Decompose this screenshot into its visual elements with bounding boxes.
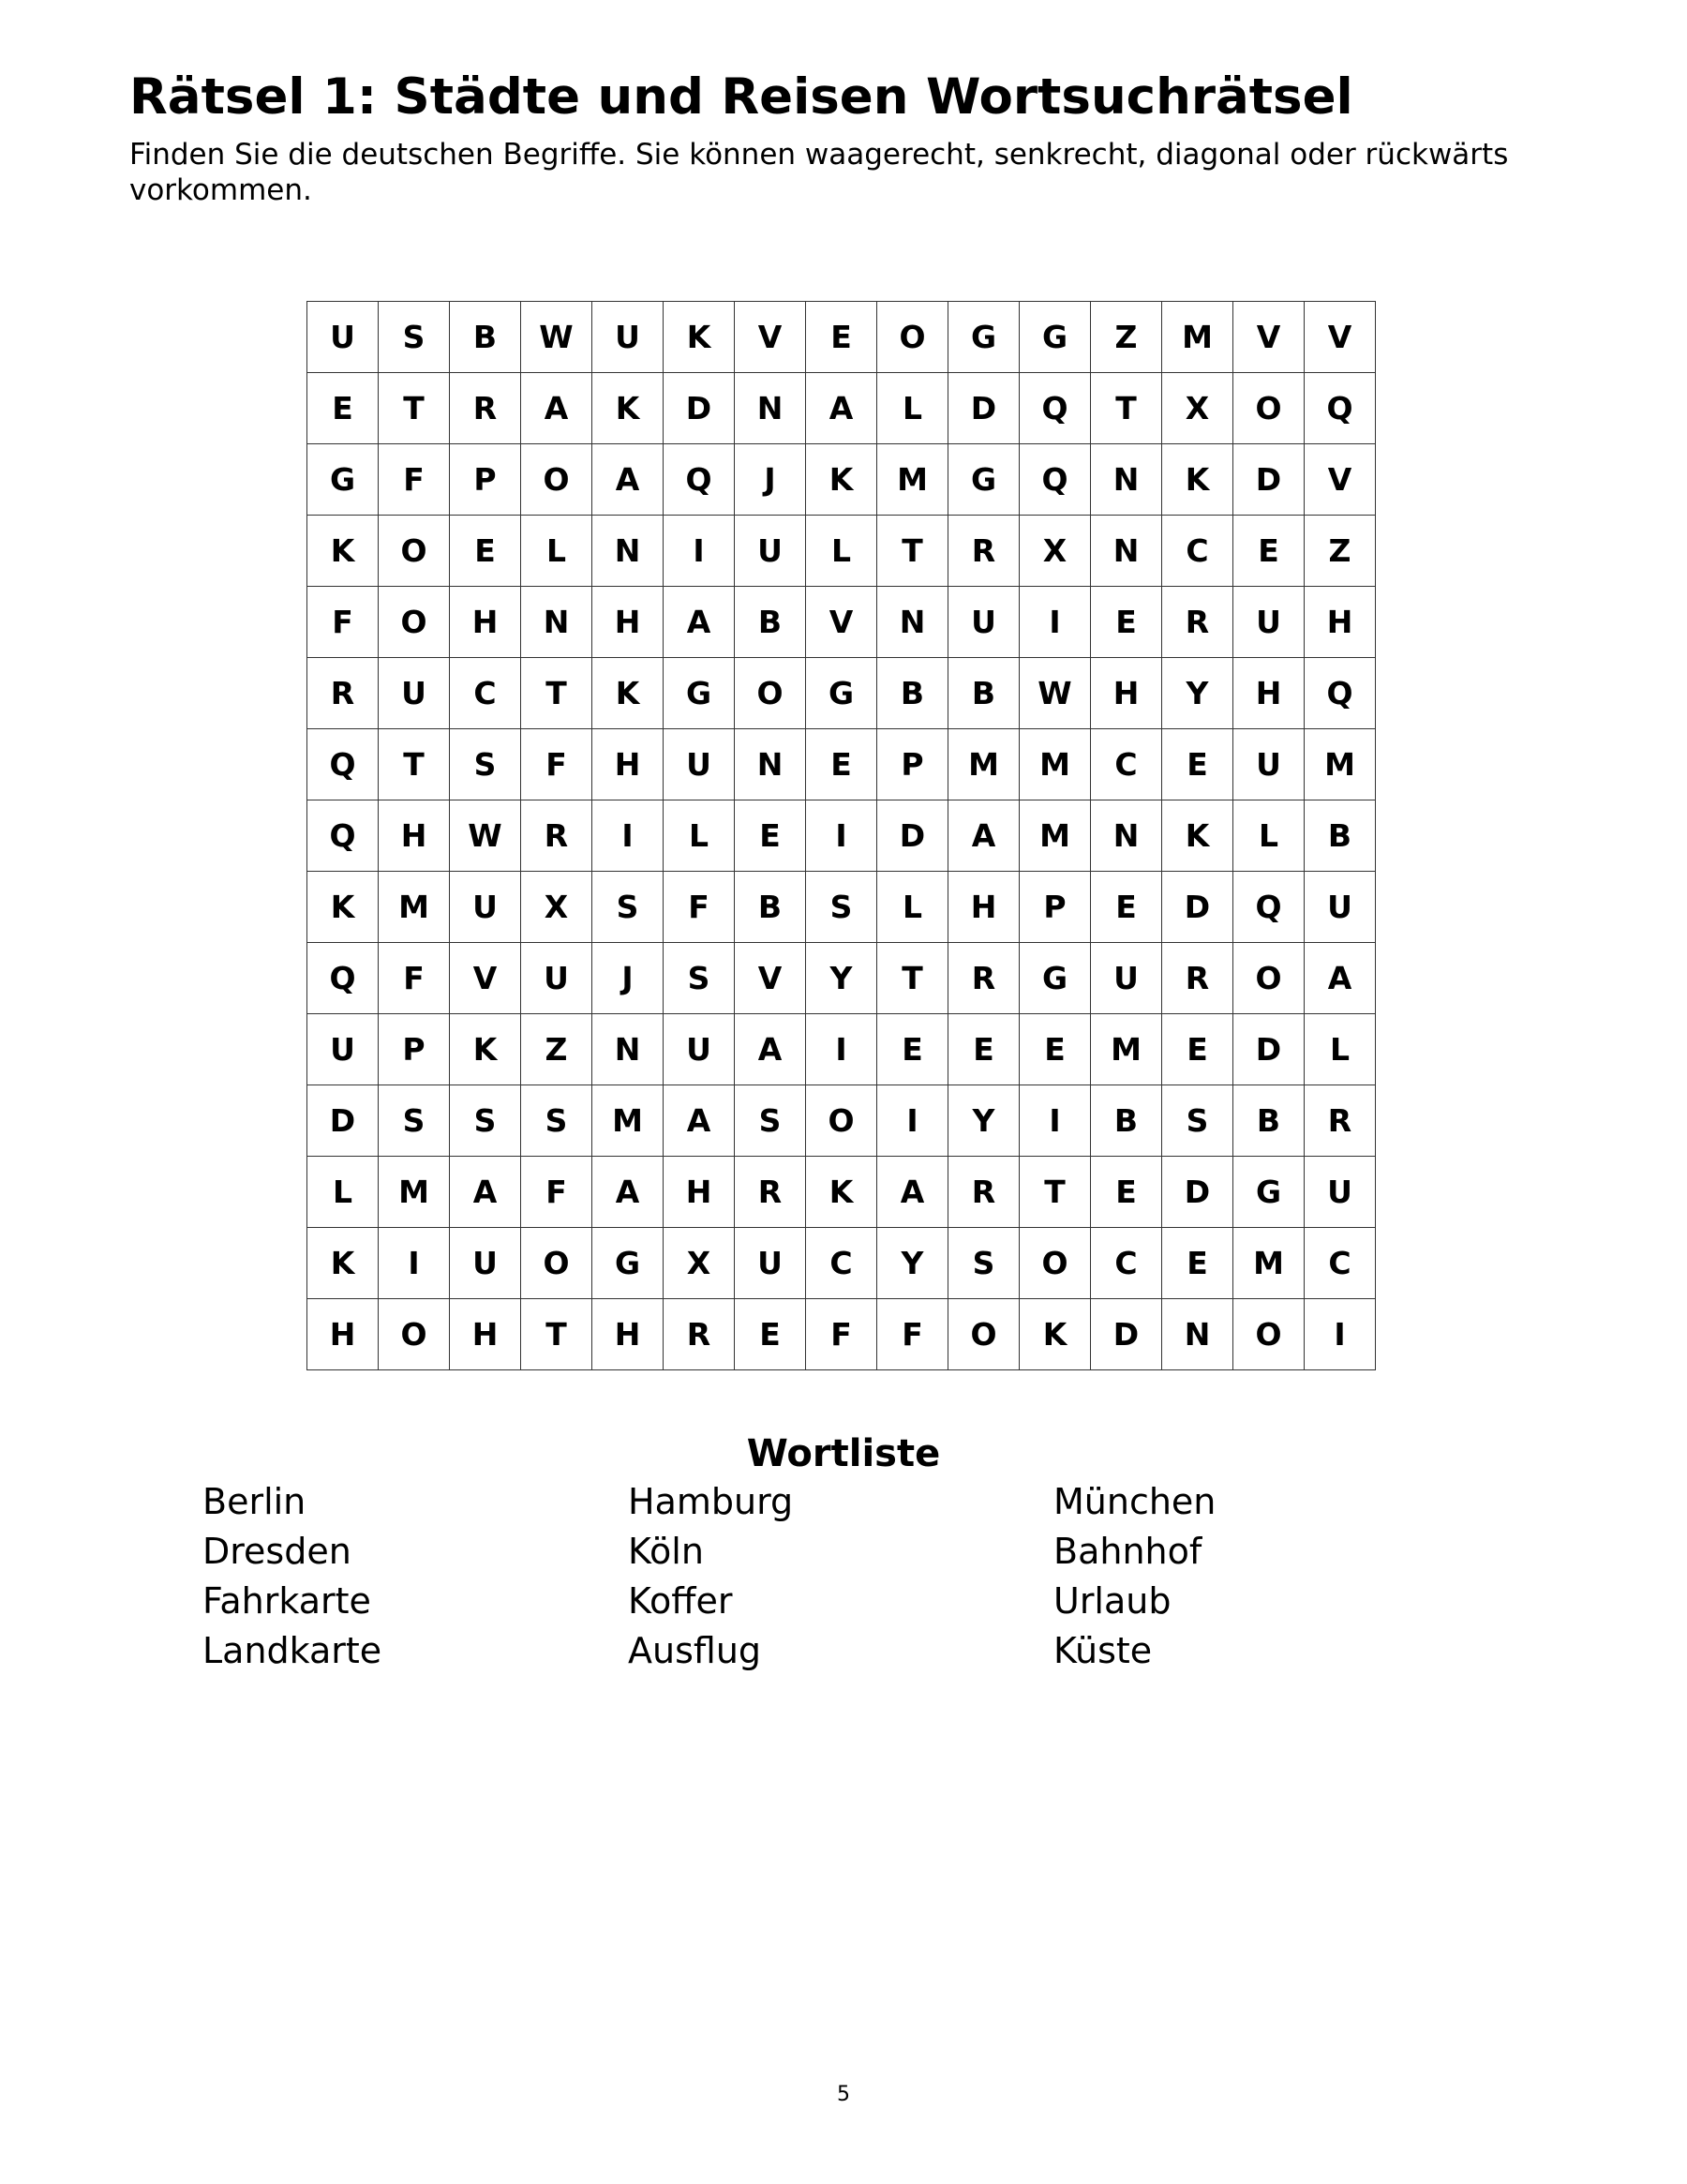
wordlist-item: Küste xyxy=(1053,1630,1153,1671)
grid-cell: G xyxy=(664,658,735,729)
grid-cell: A xyxy=(806,373,877,444)
wordlist-item: Landkarte xyxy=(202,1630,382,1671)
grid-cell: O xyxy=(521,444,592,516)
grid-cell: E xyxy=(948,1014,1020,1085)
grid-cell: T xyxy=(877,943,948,1014)
grid-cell: N xyxy=(877,587,948,658)
grid-cell: M xyxy=(1091,1014,1162,1085)
grid-cell: Z xyxy=(1091,302,1162,373)
grid-cell: E xyxy=(1233,516,1305,587)
grid-cell: C xyxy=(1162,516,1233,587)
grid-cell: I xyxy=(1020,1085,1091,1157)
grid-cell: X xyxy=(664,1228,735,1299)
grid-cell: M xyxy=(1020,800,1091,872)
grid-cell: H xyxy=(450,1299,521,1370)
grid-cell: S xyxy=(521,1085,592,1157)
grid-cell: R xyxy=(948,516,1020,587)
grid-row xyxy=(307,587,1376,658)
grid-cell: Q xyxy=(307,800,379,872)
grid-cell: U xyxy=(379,658,450,729)
grid-cell: U xyxy=(307,1014,379,1085)
grid-cell: M xyxy=(379,872,450,943)
grid-cell: H xyxy=(307,1299,379,1370)
grid-cell: C xyxy=(1091,729,1162,800)
grid-row xyxy=(307,658,1376,729)
grid-cell: E xyxy=(877,1014,948,1085)
grid-cell: U xyxy=(1233,587,1305,658)
grid-cell: T xyxy=(1091,373,1162,444)
grid-cell: G xyxy=(592,1228,664,1299)
grid-cell: N xyxy=(592,1014,664,1085)
grid-cell: E xyxy=(450,516,521,587)
grid-cell: V xyxy=(1305,444,1376,516)
grid-cell: U xyxy=(307,302,379,373)
grid-cell: A xyxy=(735,1014,806,1085)
grid-cell: V xyxy=(1305,302,1376,373)
grid-cell: L xyxy=(1233,800,1305,872)
grid-cell: N xyxy=(521,587,592,658)
grid-row xyxy=(307,872,1376,943)
grid-cell: K xyxy=(806,1157,877,1228)
grid-cell: R xyxy=(1305,1085,1376,1157)
grid-cell: E xyxy=(307,373,379,444)
grid-row xyxy=(307,444,1376,516)
grid-cell: Z xyxy=(1305,516,1376,587)
grid-row xyxy=(307,1085,1376,1157)
word-search-grid xyxy=(306,301,1376,1370)
grid-cell: E xyxy=(806,729,877,800)
wordlist-item: Köln xyxy=(628,1531,704,1572)
grid-cell: B xyxy=(735,872,806,943)
grid-cell: B xyxy=(1233,1085,1305,1157)
grid-cell: L xyxy=(664,800,735,872)
wordlist-item: Bahnhof xyxy=(1053,1531,1202,1572)
grid-cell: H xyxy=(664,1157,735,1228)
grid-cell: O xyxy=(379,587,450,658)
grid-cell: G xyxy=(948,444,1020,516)
grid-row xyxy=(307,373,1376,444)
grid-row xyxy=(307,729,1376,800)
grid-cell: S xyxy=(1162,1085,1233,1157)
grid-cell: A xyxy=(664,1085,735,1157)
grid-cell: O xyxy=(521,1228,592,1299)
grid-cell: E xyxy=(735,1299,806,1370)
grid-cell: K xyxy=(1020,1299,1091,1370)
grid-cell: B xyxy=(948,658,1020,729)
grid-cell: K xyxy=(307,1228,379,1299)
grid-cell: D xyxy=(1162,1157,1233,1228)
grid-cell: G xyxy=(1233,1157,1305,1228)
grid-cell: A xyxy=(450,1157,521,1228)
grid-cell: L xyxy=(521,516,592,587)
grid-cell: P xyxy=(450,444,521,516)
grid-cell: T xyxy=(379,729,450,800)
grid-cell: C xyxy=(1305,1228,1376,1299)
grid-cell: S xyxy=(664,943,735,1014)
wordlist-item: Ausflug xyxy=(628,1630,762,1671)
grid-cell: O xyxy=(1233,373,1305,444)
grid-cell: M xyxy=(1162,302,1233,373)
grid-cell: C xyxy=(1091,1228,1162,1299)
grid-cell: I xyxy=(379,1228,450,1299)
grid-row xyxy=(307,1228,1376,1299)
grid-cell: D xyxy=(307,1085,379,1157)
wordlist-item: Koffer xyxy=(628,1580,733,1622)
grid-cell: M xyxy=(877,444,948,516)
grid-cell: T xyxy=(521,1299,592,1370)
grid-row xyxy=(307,302,1376,373)
grid-cell: G xyxy=(1020,943,1091,1014)
grid-cell: G xyxy=(1020,302,1091,373)
grid-cell: T xyxy=(379,373,450,444)
grid-cell: E xyxy=(806,302,877,373)
grid-cell: T xyxy=(521,658,592,729)
grid-cell: L xyxy=(877,872,948,943)
grid-cell: R xyxy=(1162,943,1233,1014)
grid-cell: Q xyxy=(307,943,379,1014)
grid-cell: P xyxy=(1020,872,1091,943)
grid-cell: E xyxy=(735,800,806,872)
wordlist-item: Hamburg xyxy=(628,1481,794,1522)
grid-cell: K xyxy=(592,373,664,444)
grid-cell: U xyxy=(735,1228,806,1299)
grid-cell: I xyxy=(592,800,664,872)
grid-row xyxy=(307,516,1376,587)
grid-cell: U xyxy=(450,872,521,943)
grid-cell: S xyxy=(948,1228,1020,1299)
grid-cell: H xyxy=(450,587,521,658)
grid-cell: S xyxy=(735,1085,806,1157)
grid-cell: N xyxy=(592,516,664,587)
grid-row xyxy=(307,943,1376,1014)
wordlist xyxy=(202,1477,1496,1676)
grid-cell: R xyxy=(664,1299,735,1370)
grid-cell: A xyxy=(521,373,592,444)
grid-cell: F xyxy=(307,587,379,658)
grid-cell: O xyxy=(877,302,948,373)
grid-cell: U xyxy=(1305,1157,1376,1228)
grid-cell: W xyxy=(450,800,521,872)
grid-cell: L xyxy=(307,1157,379,1228)
grid-cell: O xyxy=(379,516,450,587)
grid-cell: A xyxy=(592,1157,664,1228)
grid-cell: R xyxy=(735,1157,806,1228)
grid-cell: L xyxy=(806,516,877,587)
grid-cell: V xyxy=(1233,302,1305,373)
grid-cell: N xyxy=(735,729,806,800)
grid-cell: M xyxy=(948,729,1020,800)
grid-cell: S xyxy=(379,302,450,373)
instructions-text: Finden Sie die deutschen Begriffe. Sie können waagerecht, senkrecht, diagonal oder rückwärts vorkommen. xyxy=(129,138,1509,207)
grid-cell: B xyxy=(1305,800,1376,872)
grid-cell: K xyxy=(307,872,379,943)
grid-cell: E xyxy=(1162,1228,1233,1299)
grid-cell: D xyxy=(1233,1014,1305,1085)
grid-cell: M xyxy=(592,1085,664,1157)
grid-cell: V xyxy=(735,302,806,373)
grid-cell: N xyxy=(1091,800,1162,872)
grid-cell: D xyxy=(1162,872,1233,943)
grid-cell: R xyxy=(948,943,1020,1014)
grid-cell: U xyxy=(664,1014,735,1085)
grid-cell: B xyxy=(735,587,806,658)
grid-cell: E xyxy=(1162,729,1233,800)
grid-cell: U xyxy=(664,729,735,800)
grid-cell: C xyxy=(450,658,521,729)
grid-cell: F xyxy=(521,729,592,800)
grid-cell: O xyxy=(1233,1299,1305,1370)
grid-cell: F xyxy=(521,1157,592,1228)
grid-cell: M xyxy=(1020,729,1091,800)
grid-cell: B xyxy=(450,302,521,373)
grid-cell: N xyxy=(735,373,806,444)
grid-cell: U xyxy=(521,943,592,1014)
grid-cell: O xyxy=(1020,1228,1091,1299)
grid-cell: A xyxy=(1305,943,1376,1014)
grid-cell: L xyxy=(1305,1014,1376,1085)
grid-cell: D xyxy=(1233,444,1305,516)
grid-cell: E xyxy=(1091,872,1162,943)
page-title: Rätsel 1: Städte und Reisen Wortsuchrätsel xyxy=(129,68,1353,126)
grid-cell: A xyxy=(948,800,1020,872)
grid-cell: O xyxy=(1233,943,1305,1014)
wordlist-item: Dresden xyxy=(202,1531,351,1572)
grid-cell: R xyxy=(521,800,592,872)
grid-row xyxy=(307,800,1376,872)
page-number: 5 xyxy=(837,2083,850,2106)
grid-cell: K xyxy=(592,658,664,729)
grid-cell: M xyxy=(1233,1228,1305,1299)
grid-row xyxy=(307,1014,1376,1085)
grid-cell: O xyxy=(948,1299,1020,1370)
grid-cell: A xyxy=(664,587,735,658)
grid-cell: E xyxy=(1162,1014,1233,1085)
grid-cell: Q xyxy=(1305,373,1376,444)
grid-cell: K xyxy=(1162,800,1233,872)
grid-cell: X xyxy=(521,872,592,943)
grid-cell: W xyxy=(1020,658,1091,729)
grid-cell: M xyxy=(379,1157,450,1228)
grid-cell: S xyxy=(450,1085,521,1157)
grid-cell: Y xyxy=(877,1228,948,1299)
grid-cell: N xyxy=(1162,1299,1233,1370)
grid-cell: D xyxy=(877,800,948,872)
grid-cell: S xyxy=(592,872,664,943)
grid-row xyxy=(307,1299,1376,1370)
grid-cell: R xyxy=(450,373,521,444)
grid-cell: V xyxy=(450,943,521,1014)
grid-cell: U xyxy=(948,587,1020,658)
grid-cell: H xyxy=(948,872,1020,943)
grid-cell: G xyxy=(307,444,379,516)
grid-cell: U xyxy=(735,516,806,587)
grid-cell: E xyxy=(1091,1157,1162,1228)
grid-cell: W xyxy=(521,302,592,373)
grid-cell: Q xyxy=(1020,373,1091,444)
grid-cell: H xyxy=(1233,658,1305,729)
grid-cell: N xyxy=(1091,516,1162,587)
grid-cell: F xyxy=(379,444,450,516)
grid-cell: A xyxy=(877,1157,948,1228)
grid-cell: K xyxy=(450,1014,521,1085)
grid-cell: C xyxy=(806,1228,877,1299)
wordlist-item: Urlaub xyxy=(1053,1580,1172,1622)
grid-cell: U xyxy=(1091,943,1162,1014)
grid-cell: R xyxy=(1162,587,1233,658)
grid-cell: A xyxy=(592,444,664,516)
grid-cell: J xyxy=(592,943,664,1014)
grid-cell: K xyxy=(1162,444,1233,516)
grid-cell: Q xyxy=(1305,658,1376,729)
grid-cell: H xyxy=(592,729,664,800)
grid-cell: H xyxy=(592,587,664,658)
grid-cell: N xyxy=(1091,444,1162,516)
grid-cell: D xyxy=(1091,1299,1162,1370)
grid-cell: K xyxy=(307,516,379,587)
grid-cell: T xyxy=(1020,1157,1091,1228)
grid-row xyxy=(307,1157,1376,1228)
grid-cell: U xyxy=(450,1228,521,1299)
grid-cell: D xyxy=(948,373,1020,444)
grid-cell: F xyxy=(379,943,450,1014)
grid-cell: I xyxy=(806,800,877,872)
grid-cell: U xyxy=(1305,872,1376,943)
grid-cell: G xyxy=(806,658,877,729)
grid-cell: K xyxy=(664,302,735,373)
grid-cell: H xyxy=(1305,587,1376,658)
grid-cell: F xyxy=(877,1299,948,1370)
grid-cell: Y xyxy=(948,1085,1020,1157)
grid-cell: O xyxy=(735,658,806,729)
grid-cell: X xyxy=(1162,373,1233,444)
grid-cell: G xyxy=(948,302,1020,373)
grid-cell: I xyxy=(1020,587,1091,658)
grid-cell: H xyxy=(592,1299,664,1370)
grid-cell: S xyxy=(379,1085,450,1157)
grid-cell: P xyxy=(877,729,948,800)
grid-cell: U xyxy=(1233,729,1305,800)
grid-cell: Q xyxy=(1020,444,1091,516)
grid-cell: Q xyxy=(664,444,735,516)
grid-cell: O xyxy=(379,1299,450,1370)
grid-cell: Y xyxy=(806,943,877,1014)
wordlist-item: Fahrkarte xyxy=(202,1580,371,1622)
wordlist-item: Berlin xyxy=(202,1481,306,1522)
grid-cell: Y xyxy=(1162,658,1233,729)
grid-cell: P xyxy=(379,1014,450,1085)
grid-cell: I xyxy=(1305,1299,1376,1370)
grid-cell: T xyxy=(877,516,948,587)
grid-cell: E xyxy=(1091,587,1162,658)
grid-cell: B xyxy=(1091,1085,1162,1157)
grid-cell: R xyxy=(307,658,379,729)
grid-cell: H xyxy=(379,800,450,872)
grid-cell: V xyxy=(806,587,877,658)
grid-cell: Z xyxy=(521,1014,592,1085)
grid-cell: O xyxy=(806,1085,877,1157)
grid-cell: I xyxy=(877,1085,948,1157)
grid-cell: J xyxy=(735,444,806,516)
grid-cell: F xyxy=(806,1299,877,1370)
grid-cell: M xyxy=(1305,729,1376,800)
grid-cell: Q xyxy=(1233,872,1305,943)
grid-cell: I xyxy=(806,1014,877,1085)
grid-cell: D xyxy=(664,373,735,444)
grid-cell: R xyxy=(948,1157,1020,1228)
grid-cell: B xyxy=(877,658,948,729)
grid-cell: L xyxy=(877,373,948,444)
grid-cell: E xyxy=(1020,1014,1091,1085)
grid-cell: I xyxy=(664,516,735,587)
grid-cell: X xyxy=(1020,516,1091,587)
grid-cell: S xyxy=(450,729,521,800)
grid-cell: U xyxy=(592,302,664,373)
grid-cell: H xyxy=(1091,658,1162,729)
grid-cell: V xyxy=(735,943,806,1014)
grid-cell: K xyxy=(806,444,877,516)
grid-cell: S xyxy=(806,872,877,943)
wordlist-title: Wortliste xyxy=(746,1432,941,1475)
grid-cell: F xyxy=(664,872,735,943)
wordlist-item: München xyxy=(1053,1481,1217,1522)
grid-cell: Q xyxy=(307,729,379,800)
